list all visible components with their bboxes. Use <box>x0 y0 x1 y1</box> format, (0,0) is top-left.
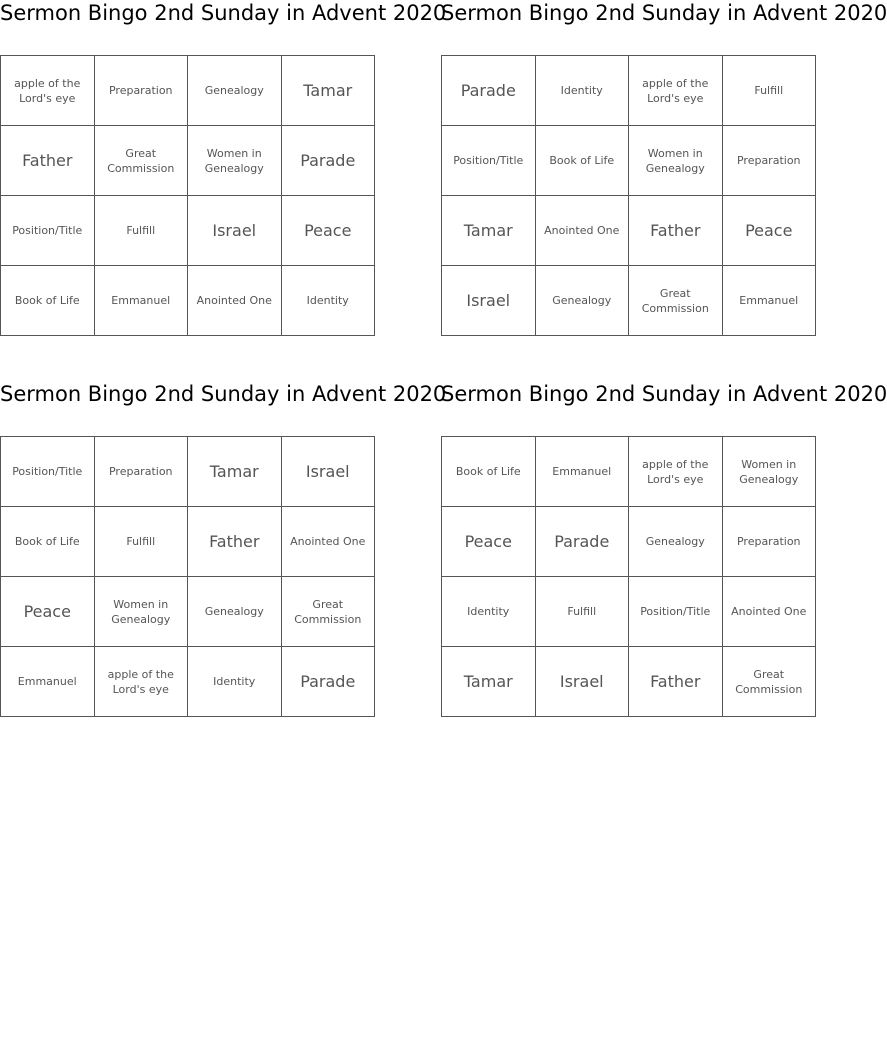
bingo-cell: Israel <box>442 266 536 336</box>
bingo-cell: apple of the Lord's eye <box>629 56 723 126</box>
bingo-cell: Parade <box>282 647 376 717</box>
bingo-cell: apple of the Lord's eye <box>1 56 95 126</box>
card-title: Sermon Bingo 2nd Sunday in Advent 2020 <box>441 1 887 25</box>
bingo-cell: Great Commission <box>282 577 376 647</box>
bingo-cell: Father <box>188 507 282 577</box>
bingo-cell: Preparation <box>95 437 189 507</box>
bingo-cell: Position/Title <box>1 437 95 507</box>
bingo-cell: Anointed One <box>723 577 817 647</box>
bingo-cell: Genealogy <box>188 577 282 647</box>
bingo-card-4 <box>441 381 887 696</box>
bingo-cell: Parade <box>536 507 630 577</box>
bingo-cell: Fulfill <box>536 577 630 647</box>
bingo-cell: Book of Life <box>442 437 536 507</box>
bingo-grid <box>441 55 816 336</box>
bingo-cell: Book of Life <box>536 126 630 196</box>
bingo-cell: Anointed One <box>282 507 376 577</box>
bingo-cell: Parade <box>282 126 376 196</box>
bingo-cell: Fulfill <box>95 507 189 577</box>
bingo-cell: Father <box>629 196 723 266</box>
bingo-cell: Fulfill <box>95 196 189 266</box>
bingo-cell: Preparation <box>723 126 817 196</box>
bingo-cell: Position/Title <box>629 577 723 647</box>
bingo-cell: Father <box>1 126 95 196</box>
bingo-cell: Israel <box>188 196 282 266</box>
bingo-cell: Peace <box>282 196 376 266</box>
bingo-cell: Tamar <box>282 56 376 126</box>
bingo-cell: Emmanuel <box>95 266 189 336</box>
bingo-cell: Book of Life <box>1 507 95 577</box>
bingo-cell: Identity <box>282 266 376 336</box>
bingo-cell: Genealogy <box>188 56 282 126</box>
bingo-grid <box>441 436 816 717</box>
bingo-cell: Anointed One <box>536 196 630 266</box>
bingo-cell: Great Commission <box>723 647 817 717</box>
bingo-cell: Peace <box>1 577 95 647</box>
card-title: Sermon Bingo 2nd Sunday in Advent 2020 <box>441 382 887 406</box>
bingo-cell: Identity <box>442 577 536 647</box>
card-title: Sermon Bingo 2nd Sunday in Advent 2020 <box>0 1 447 25</box>
bingo-card-2 <box>441 0 887 315</box>
bingo-cell: Position/Title <box>442 126 536 196</box>
bingo-cell: Emmanuel <box>536 437 630 507</box>
bingo-cell: Women in Genealogy <box>629 126 723 196</box>
bingo-cell: Women in Genealogy <box>95 577 189 647</box>
bingo-cell: apple of the Lord's eye <box>629 437 723 507</box>
bingo-cell: Tamar <box>442 196 536 266</box>
bingo-cell: Position/Title <box>1 196 95 266</box>
bingo-cell: Parade <box>442 56 536 126</box>
bingo-grid <box>0 436 375 717</box>
bingo-cell: Great Commission <box>629 266 723 336</box>
bingo-cell: Peace <box>442 507 536 577</box>
bingo-cell: Fulfill <box>723 56 817 126</box>
bingo-cell: Peace <box>723 196 817 266</box>
bingo-cell: Anointed One <box>188 266 282 336</box>
bingo-card-1 <box>0 0 447 307</box>
bingo-cell: Emmanuel <box>723 266 817 336</box>
bingo-cell: Preparation <box>95 56 189 126</box>
bingo-cell: Identity <box>536 56 630 126</box>
bingo-grid <box>0 55 375 336</box>
bingo-cell: Emmanuel <box>1 647 95 717</box>
bingo-card-3 <box>0 381 447 696</box>
bingo-cell: Father <box>629 647 723 717</box>
bingo-cell: apple of the Lord's eye <box>95 647 189 717</box>
bingo-cell: Genealogy <box>536 266 630 336</box>
bingo-cell: Tamar <box>188 437 282 507</box>
bingo-cell: Women in Genealogy <box>723 437 817 507</box>
bingo-cell: Great Commission <box>95 126 189 196</box>
bingo-cell: Genealogy <box>629 507 723 577</box>
bingo-cell: Women in Genealogy <box>188 126 282 196</box>
card-title: Sermon Bingo 2nd Sunday in Advent 2020 <box>0 382 447 406</box>
bingo-cell: Book of Life <box>1 266 95 336</box>
bingo-cell: Identity <box>188 647 282 717</box>
bingo-cell: Israel <box>282 437 376 507</box>
bingo-cell: Tamar <box>442 647 536 717</box>
bingo-cell: Preparation <box>723 507 817 577</box>
bingo-cell: Israel <box>536 647 630 717</box>
